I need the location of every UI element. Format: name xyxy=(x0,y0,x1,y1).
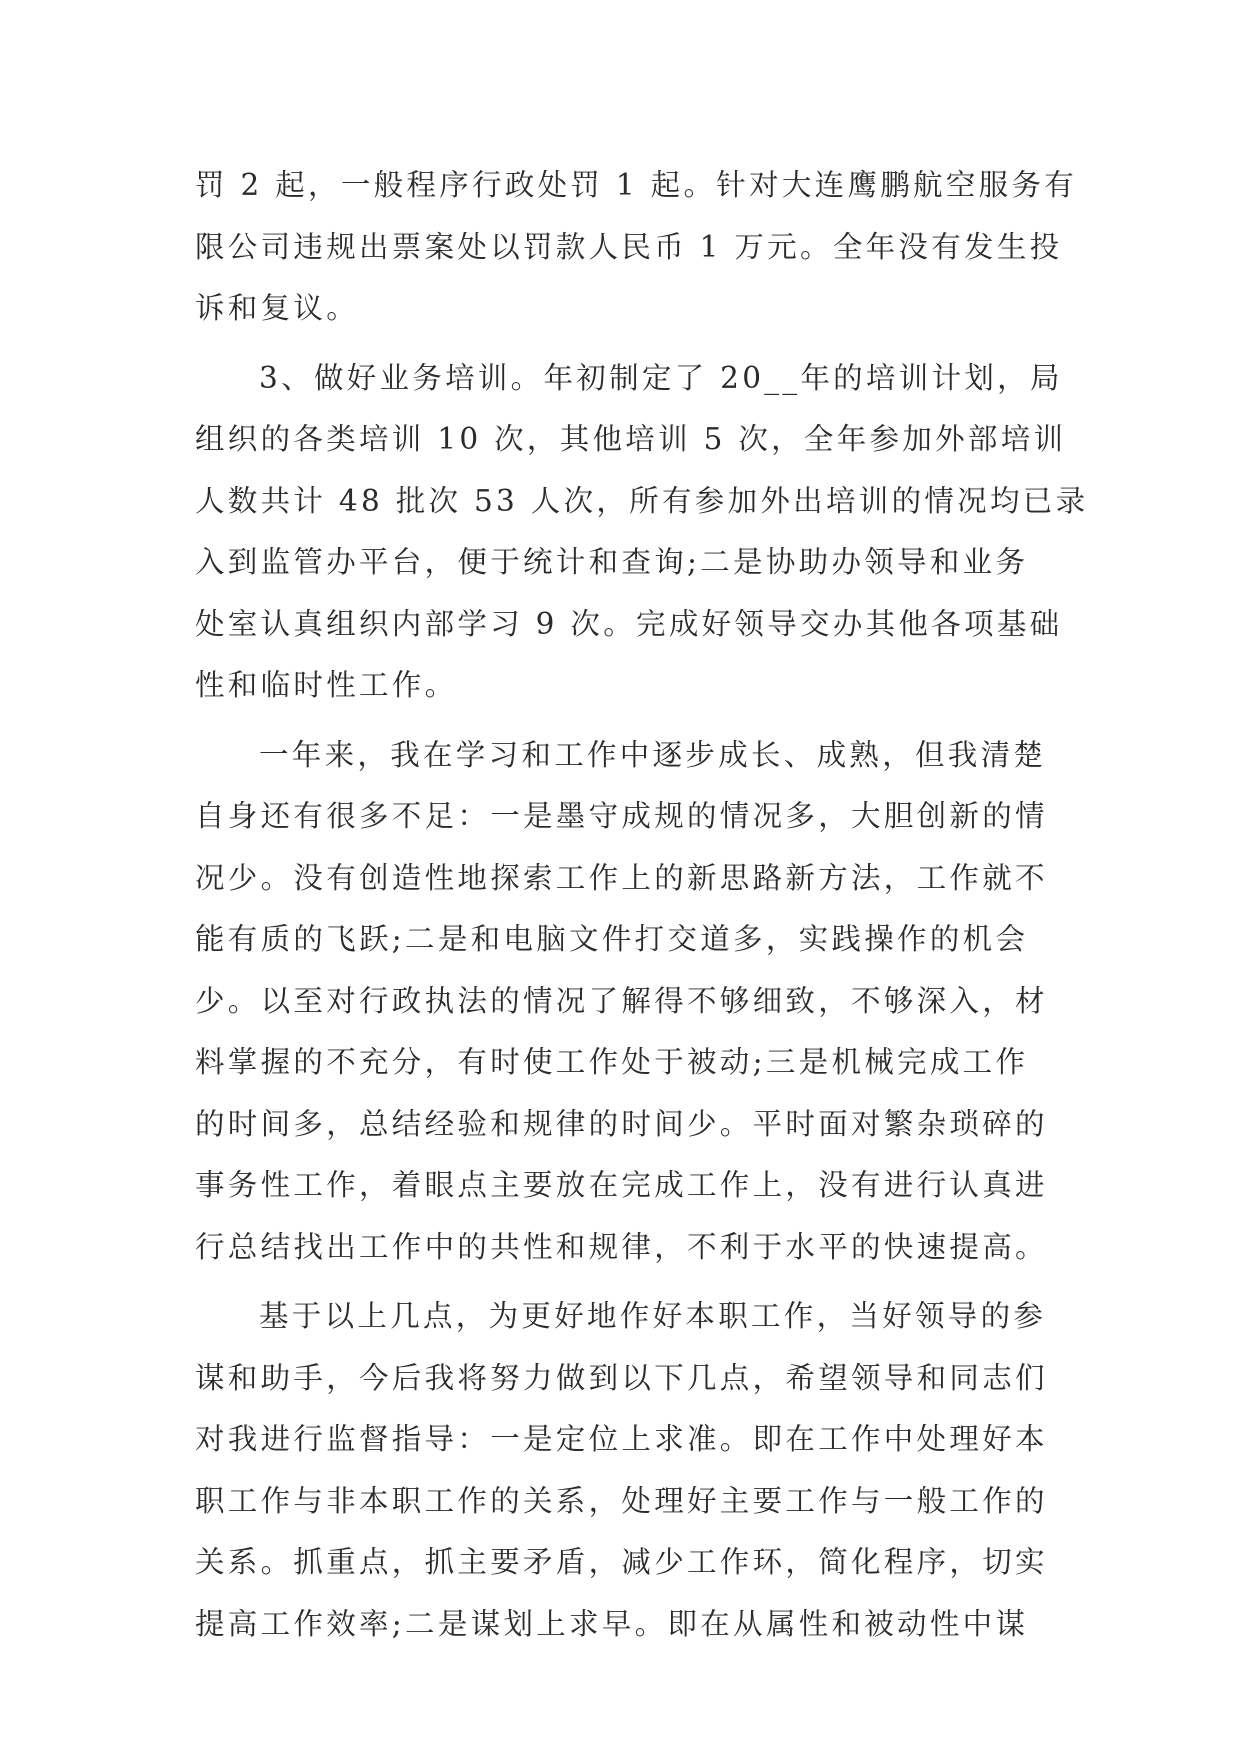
text-line: 对我进行监督指导：一是定位上求准。即在工作中处理好本 xyxy=(195,1422,1048,1456)
text-line: 处室认真组织内部学习 9 次。完成好领导交办其他各项基础 xyxy=(195,606,1063,641)
paragraph-first-line: 基于以上几点，为更好地作好本职工作，当好领导的参 xyxy=(259,1299,1047,1333)
text-line: 能有质的飞跃;二是和电脑文件打交道多，实践操作的机会 xyxy=(195,922,1029,956)
text-line: 自身还有很多不足：一是墨守成规的情况多，大胆创新的情 xyxy=(195,799,1048,833)
text-line: 料掌握的不充分，有时使工作处于被动;三是机械完成工作 xyxy=(195,1045,1029,1079)
text-line: 职工作与非本职工作的关系，处理好主要工作与一般工作的 xyxy=(195,1483,1048,1518)
document-body xyxy=(195,155,1089,1655)
paragraph-first-line: 一年来，我在学习和工作中逐步成长、成熟，但我清楚 xyxy=(259,737,1047,772)
text-line: 性和临时性工作。 xyxy=(195,668,458,702)
text-line: 况少。没有创造性地探索工作上的新思路新方法，工作就不 xyxy=(195,860,1048,895)
text-line: 少。以至对行政执法的情况了解得不够细致，不够深入，材 xyxy=(195,983,1048,1018)
text-line: 行总结找出工作中的共性和规律，不利于水平的快速提高。 xyxy=(195,1229,1048,1264)
text-line: 人数共计 48 批次 53 人次，所有参加外出培训的情况均已录 xyxy=(195,483,1089,518)
text-line: 诉和复议。 xyxy=(195,291,360,325)
text-line: 组织的各类培训 10 次，其他培训 5 次，全年参加外部培训 xyxy=(195,422,1067,456)
text-line: 谋和助手，今后我将努力做到以下几点，希望领导和同志们 xyxy=(195,1360,1048,1395)
text-line: 限公司违规出票案处以罚款人民币 1 万元。全年没有发生投 xyxy=(195,229,1063,264)
text-line: 关系。抓重点，抓主要矛盾，减少工作环，简化程序，切实 xyxy=(195,1545,1048,1579)
text-line: 入到监管办平台，便于统计和查询;二是协助办领导和业务 xyxy=(195,545,1029,579)
text-line: 提高工作效率;二是谋划上求早。即在从属性和被动性中谋 xyxy=(195,1606,1029,1641)
paragraph-first-line: 3、做好业务培训。年初制定了 20__年的培训计划，局 xyxy=(259,360,1063,395)
text-line: 罚 2 起，一般程序行政处罚 1 起。针对大连鹰鹏航空服务有 xyxy=(195,168,1078,202)
text-line: 事务性工作，着眼点主要放在完成工作上，没有进行认真进 xyxy=(195,1168,1048,1202)
text-line: 的时间多，总结经验和规律的时间少。平时面对繁杂琐碎的 xyxy=(195,1106,1048,1141)
